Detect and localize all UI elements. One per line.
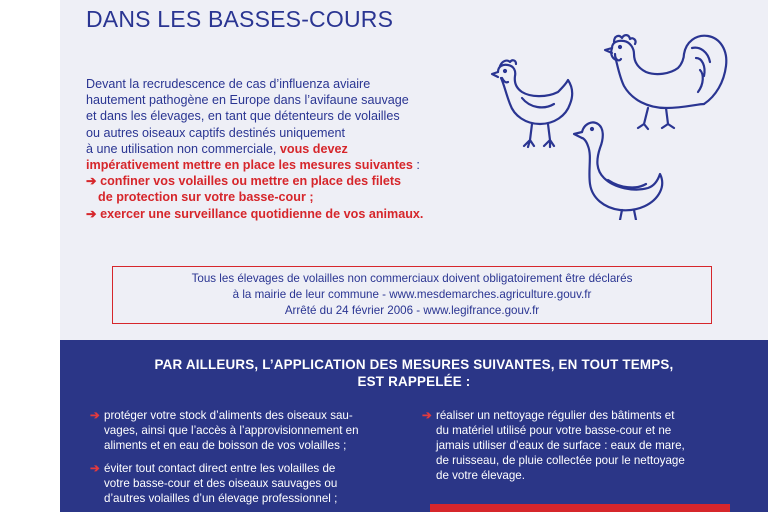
list-item-line: réaliser un nettoyage régulier des bâtiments et xyxy=(436,409,675,422)
poultry-illustration xyxy=(488,28,734,220)
list-item-line: aliments et en eau de boisson de vos volailles ; xyxy=(104,439,347,452)
measure-item xyxy=(86,206,486,222)
reminder-title-line: EST RAPPELÉE : xyxy=(357,374,471,389)
list-item-line: éviter tout contact direct entre les volailles de xyxy=(104,462,336,475)
notice-line: Tous les élevages de volailles non commerciaux doivent obligatoirement être déclarés xyxy=(191,272,633,285)
list-item-line: de ruisseau, de pluie collectée pour le nettoyage xyxy=(436,454,685,467)
measure-text: exercer une surveillance quotidienne de vos animaux. xyxy=(100,206,424,221)
arrow-right-icon: ➔ xyxy=(90,462,100,475)
measure-text: confiner vos volailles ou mettre en place des filets xyxy=(100,174,402,189)
intro-text xyxy=(86,76,486,222)
intro-line xyxy=(86,157,486,173)
intro-line xyxy=(86,141,486,157)
arrow-right-icon: ➔ xyxy=(422,409,432,422)
reminder-title xyxy=(60,356,768,390)
intro-line: Devant la recrudescence de cas d’influenza aviaire xyxy=(86,77,371,91)
measure-item xyxy=(86,173,486,189)
intro-colon: : xyxy=(412,158,420,173)
notice-line: Arrêté du 24 février 2006 - www.legifrance.gouv.fr xyxy=(284,304,540,317)
red-strip xyxy=(430,504,730,512)
list-item-line: de votre élevage. xyxy=(436,469,525,482)
arrow-right-icon: ➔ xyxy=(86,174,97,189)
reminder-title-line: PAR AILLEURS, L’APPLICATION DES MESURES SUIVANTES, EN TOUT TEMPS, xyxy=(154,357,674,372)
list-item-line: vages, ainsi que l’accès à l’approvisionnement en xyxy=(104,424,359,437)
intro-line: et dans les élevages, en tant que détenteurs de volailles xyxy=(86,109,400,124)
arrow-right-icon: ➔ xyxy=(86,206,97,221)
list-item-line: protéger votre stock d’aliments des oiseaux sau- xyxy=(104,409,353,422)
intro-emphasis: impérativement mettre en place les mesures suivantes xyxy=(86,158,413,173)
list-item xyxy=(422,408,764,483)
reminder-column-right xyxy=(422,408,764,491)
hen-icon xyxy=(492,60,572,147)
intro-plain: à une utilisation non commerciale, xyxy=(86,141,280,156)
list-item-line: d’autres volailles d’un élevage professionnel ; xyxy=(104,492,338,505)
list-item-line: jamais utiliser d’eaux de surface : eaux de mare, xyxy=(436,439,685,452)
notice-line: à la mairie de leur commune - www.mesdemarches.agriculture.gouv.fr xyxy=(232,288,592,301)
duck-icon xyxy=(574,122,662,220)
arrow-right-icon: ➔ xyxy=(90,409,100,422)
intro-line: hautement pathogène en Europe dans l’avifaune sauvage xyxy=(86,93,409,108)
intro-emphasis: vous devez xyxy=(279,141,348,156)
measure-item-cont: de protection sur votre basse-cour ; xyxy=(98,190,314,205)
list-item-line: votre basse-cour et des oiseaux sauvages ou xyxy=(104,477,338,490)
list-item xyxy=(90,461,408,506)
intro-line: ou autres oiseaux captifs destinés uniquement xyxy=(86,125,346,140)
declaration-notice xyxy=(112,266,712,324)
page-title: DANS LES BASSES-COURS xyxy=(86,6,394,32)
list-item xyxy=(90,408,408,453)
reminder-column-left xyxy=(90,408,408,514)
rooster-icon xyxy=(605,35,726,129)
list-item-line: du matériel utilisé pour votre basse-cour et ne xyxy=(436,424,672,437)
